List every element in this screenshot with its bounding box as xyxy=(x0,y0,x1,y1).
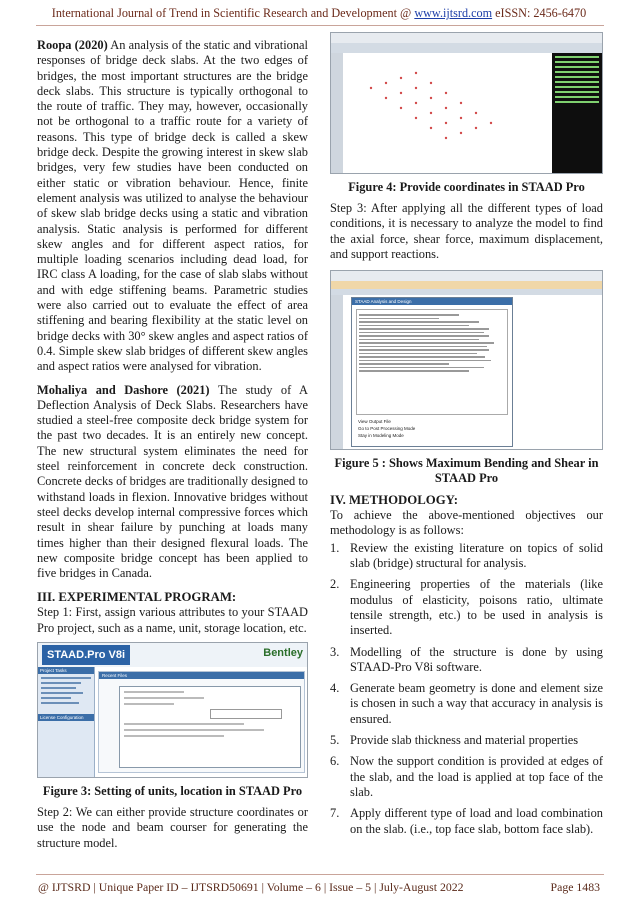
page-number: Page 1483 xyxy=(550,880,600,894)
list-item: 2. Engineering properties of the materials (like modulus of elasticity, poisons ratio, ultimate tensile strength, etc.) to be used in analysis is inserted. xyxy=(330,577,603,638)
opt-view-output: View Output File xyxy=(358,419,391,425)
list-item: 5. Provide slab thickness and material properties xyxy=(330,733,579,748)
section-methodology: IV. METHODOLOGY: xyxy=(330,493,458,508)
list-item: 6. Now the support condition is provided at edges of the slab, and the load is applied at top face of the slab. xyxy=(330,754,603,799)
list-item: 3. Modelling of the structure is done by using STAAD-Pro V8i software. xyxy=(330,644,603,674)
paragraph-mohaliya: Mohaliya and Dashore (2021) The study of A Deflection Analysis of Deck Slabs. Researchers have studied a steel-free composite deck bridge system for the past two decades. It is an entirely new concept. The new structural system eliminates the need for steel reinforcement in concrete deck construction. Concrete decks of bridges are traditionally designed to withstand loads in flexion. Innovative bridges without steel decks develop internal compressive forces which result in shear failure by punching at loads many times higher than their designed flexural loads. The new composite bridge concept has been applied to five bridges in Canada. xyxy=(37,382,308,581)
left-column xyxy=(37,38,308,851)
dialog-title: STAAD Analysis and Design xyxy=(352,298,512,305)
figure-3-image xyxy=(37,642,308,778)
list-item: 7. Apply different type of load and load combination on the slab. (i.e., top face slab, bottom face slab). xyxy=(330,806,603,836)
section-experimental-program: III. EXPERIMENTAL PROGRAM: xyxy=(37,590,237,605)
node-grid xyxy=(361,68,511,153)
figure-5-caption: Figure 5 : Shows Maximum Bending and Shear in STAAD Pro xyxy=(334,456,599,486)
paragraph-roopa: Roopa (2020) An analysis of the static and vibrational responses of bridge deck slabs. At the two edges of bridges, the most important structures are the bridge deck slabs. This structure is typically orthogonal to the route of traffic. They may, however, occasionally not be orthogonal to a traffic route for a variety of reasons. This type of bridge deck is called a skew bridge deck. Despite the growing interest in skew slab bridges, very few studies have been conducted on either static or vibration behaviour. Hence, finite element analysis was utilized to analyse the behaviour of skew slab bridge decks using a static and vibration analysis. Static analysis is performed for different skew angles and for different aspect ratios, for multiple loading scenarios including dead load, for IRC class A loading, for the case of slab slabs without and with edge stiffening beams. Parametric studies were also carried out to evaluate the effect of area stiffening and bearing flexibility at the static level on bridge decks with 30° skew angles and aspect ratios of 0.4. Simple skew slab bridges of different skew angles and aspect ratios were analysed for vibration. xyxy=(37,38,308,374)
staad-logo: STAAD.Pro V8i xyxy=(42,645,130,665)
opt-post-processing: Go to Post Processing Mode xyxy=(358,426,416,432)
figure-4-caption: Figure 4: Provide coordinates in STAAD Pro xyxy=(348,180,585,194)
project-tasks-header: Project Tasks xyxy=(38,667,94,674)
figure-4-image xyxy=(330,32,603,174)
opt-modeling-mode: Stay in Modeling Mode xyxy=(358,433,404,439)
step-1: Step 1: First, assign various attributes to your STAAD Pro project, such as a name, unit, storage location, etc. xyxy=(37,605,308,635)
license-header: License Configuration xyxy=(38,714,94,721)
footer-info: @ IJTSRD | Unique Paper ID – IJTSRD50691 | Volume – 6 | Issue – 5 | July-August 2022 xyxy=(38,880,464,894)
journal-header: International Journal of Trend in Scientific Research and Development @ www.ijtsrd.com eISSN: 2456-6470 xyxy=(51,6,587,20)
recent-files-header: Recent Files xyxy=(99,672,304,679)
methodology-list xyxy=(330,541,603,837)
step-2: Step 2: We can either provide structure coordinates or use the node and beam courser for generating the structure model. xyxy=(37,804,308,850)
footer-rule xyxy=(36,874,604,875)
figure-5-image xyxy=(330,270,603,450)
bentley-logo: Bentley xyxy=(263,646,303,659)
step-3: Step 3: After applying all the different types of load conditions, it is necessary to analyze the model to find the axial force, shear force, maximum displacement, and support reactions. xyxy=(330,201,603,261)
list-item: 4. Generate beam geometry is done and element size is chosen in such a way that accuracy in analysis is ensured. xyxy=(330,681,603,726)
figure-3-caption: Figure 3: Setting of units, location in STAAD Pro xyxy=(42,783,303,798)
right-column xyxy=(330,32,603,843)
methodology-intro: To achieve the above-mentioned objectives our methodology is as follows: xyxy=(330,508,603,538)
header-rule xyxy=(36,25,604,26)
journal-link[interactable]: www.ijtsrd.com xyxy=(414,6,493,20)
list-item: 1. Review the existing literature on topics of solid slab (bridge) structural for analysis. xyxy=(330,540,603,571)
